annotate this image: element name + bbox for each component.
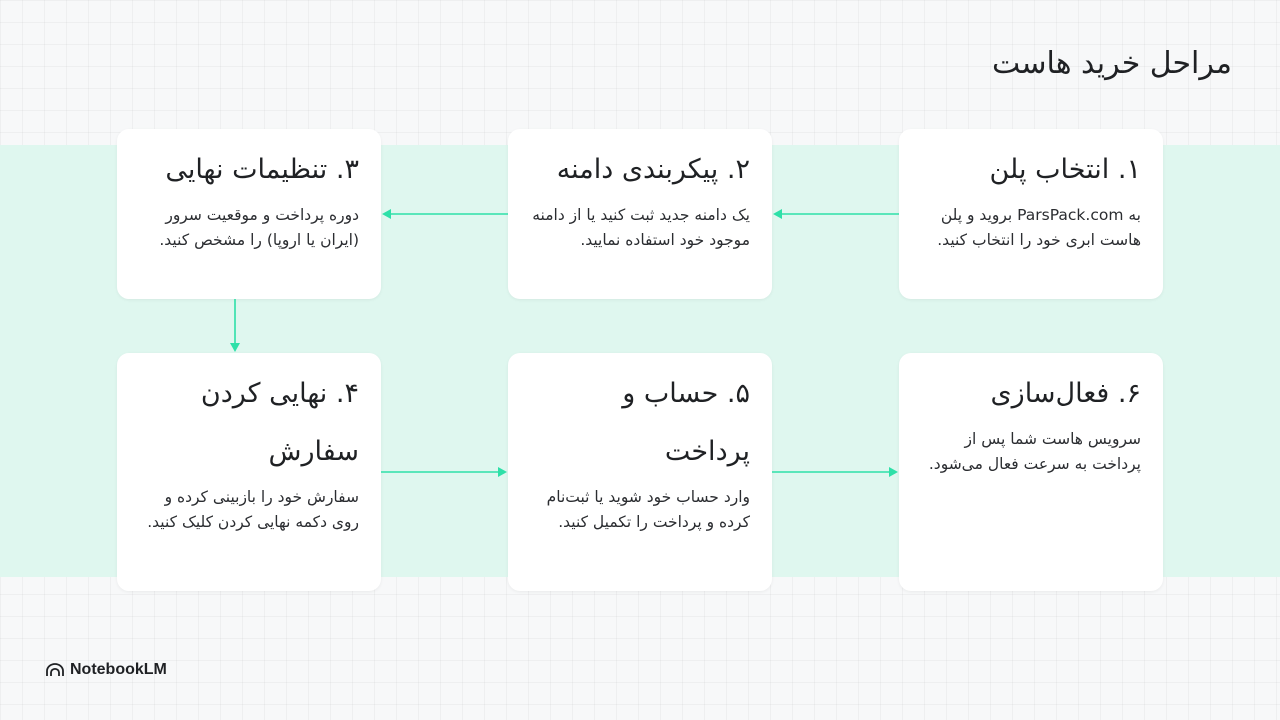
step-card-2 (508, 129, 772, 299)
step-title: ۲. پیکربندی دامنه (556, 154, 750, 185)
step-card-4 (117, 353, 381, 591)
step-title: ۳. تنظیمات نهایی (165, 154, 359, 185)
step-description: سفارش خود را بازبینی کرده و روی دکمه نهایی کردن کلیک کنید. (147, 488, 359, 531)
slide-title: مراحل خرید هاست (991, 46, 1232, 81)
step-description: وارد حساب خود شوید یا ثبت‌نام کرده و پرداخت را تکمیل کنید. (546, 488, 750, 531)
step-title: ۱. انتخاب پلن (989, 154, 1141, 185)
step-description: یک دامنه جدید ثبت کنید یا از دامنه موجود خود استفاده نمایید. (532, 206, 750, 249)
notebooklm-logo (46, 661, 167, 679)
step-card-6 (899, 353, 1163, 591)
step-description: سرویس هاست شما پس از پرداخت به سرعت فعال می‌شود. (928, 430, 1141, 473)
step-card-1 (899, 129, 1163, 299)
step-description: دوره پرداخت و موقعیت سرور (ایران یا اروپا) را مشخص کنید. (159, 206, 359, 249)
step-card-3 (117, 129, 381, 299)
step-description: به ParsPack.com بروید و پلن هاست ابری خود را انتخاب کنید. (937, 206, 1141, 249)
notebooklm-icon (46, 663, 64, 677)
brand-name: NotebookLM (70, 661, 167, 678)
step-title: ۶. فعال‌سازی (990, 378, 1141, 409)
step-title: ۵. حساب و پرداخت (622, 378, 750, 467)
step-title: ۴. نهایی کردن سفارش (200, 378, 359, 467)
step-card-5 (508, 353, 772, 591)
